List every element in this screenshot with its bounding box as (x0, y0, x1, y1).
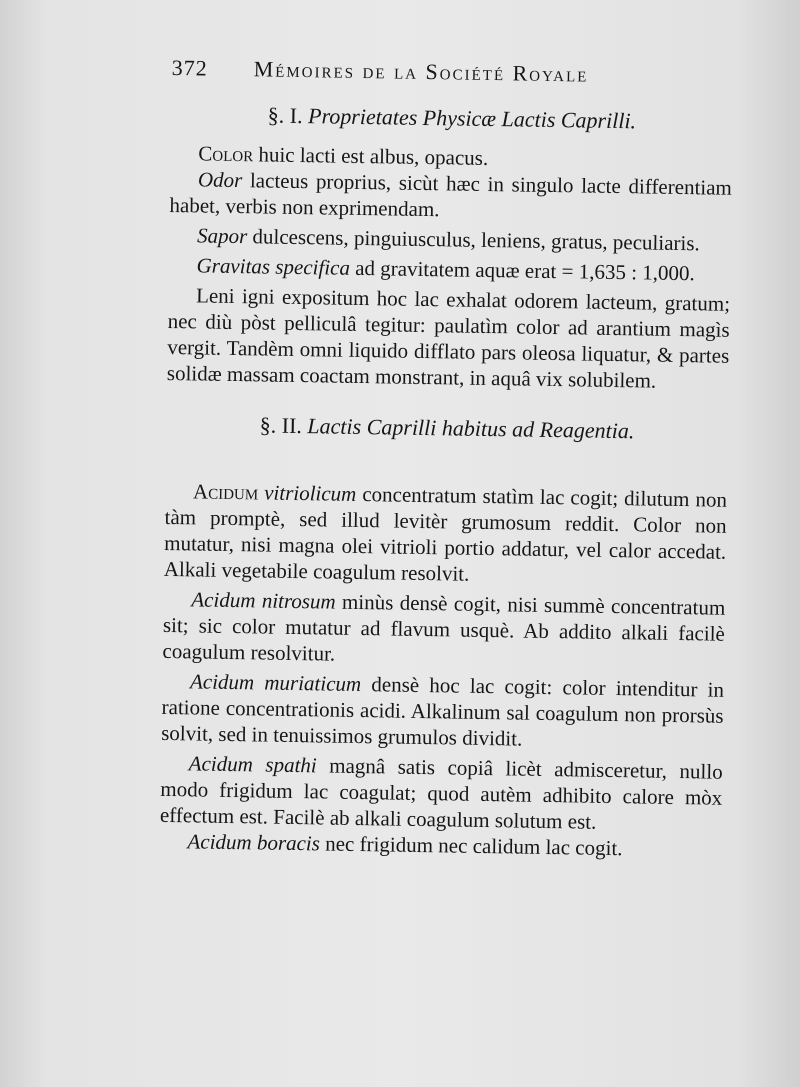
paragraph-lead: Gravitas specifica (196, 253, 351, 280)
paragraph-lead-2: vitriolicum (258, 480, 357, 506)
paragraph-text: Leni igni expositum hoc lac exhalat odorem lacteum, gratum; nec diù pòst pelliculâ tegitur: paulatìm color ad arantium magìs vergit. Tandèm omni liquido difflato pars oleosa liquatur, & partes solidæ massam coactam monstrant, in aquâ vix solubilem. (166, 283, 731, 393)
paragraph-text: magnâ satis copiâ licèt admisceretur, nullo modo frigidum lac coagulat; quod autèm adhibito calore mòx effectum est. Facilè ab alkali coagulum solutum est. (159, 753, 723, 834)
paragraph-text: nec frigidum nec calidum lac cogit. (319, 831, 623, 861)
section-title-2: Lactis Caprilli habitus ad Reagentia. (307, 413, 635, 444)
section-number-2: §. II. (259, 412, 303, 439)
paragraph-lead: Acidum muriaticum (189, 669, 362, 697)
paragraph-acidum-vitriolicum (164, 478, 728, 591)
section-number-1: §. I. (267, 102, 303, 129)
paragraph-acidum-nitrosum (162, 586, 725, 673)
paragraph-lead: Acidum spathi (188, 751, 317, 778)
paragraph-lead: Acidum boracis (187, 829, 321, 856)
paragraph-leni-igni (167, 282, 731, 395)
paragraph-lead: Acidum (192, 479, 259, 505)
running-title: Mémoires de la Société Royale (253, 56, 589, 87)
paragraph-acidum-muriaticum (161, 668, 724, 755)
section-title-1: Proprietates Physicæ Lactis Caprilli. (307, 103, 637, 134)
paragraph-odor (169, 166, 732, 227)
page-number: 372 (171, 54, 208, 81)
paragraph-lead: Acidum nitrosum (191, 587, 336, 614)
paragraph-text: dulcescens, pinguiusculus, leniens, gratus, peculiaris. (247, 224, 700, 256)
section-heading-1 (171, 88, 734, 149)
paragraph-text: densè hoc lac cogit: color intenditur in ratione concentrationis acidi. Alkalinum sal coagulum non prorsùs solvit, sed in tenuissimos grumulos dividit. (161, 672, 725, 751)
paragraph-text: lacteus proprius, sicùt hæc in singulo lacte differentiam habet, verbis non exprimendam. (169, 168, 733, 222)
paragraph-text: ad gravitatem aquæ erat = 1,635 : 1,000. (349, 255, 695, 286)
paragraph-text: huic lacti est albus, opacus. (252, 142, 489, 170)
paragraph-lead: Color (198, 141, 254, 167)
paragraph-text: minùs densè cogit, nisi summè concentratum sit; sic color mutatur ad flavum usquè. Ab addito alkali facilè coagulum resolvitur. (162, 589, 726, 666)
paragraph-lead: Sapor (196, 223, 248, 249)
paragraph-acidum-spathi (160, 750, 723, 837)
text-block (159, 48, 734, 863)
paragraph-text: concentratum statìm lac cogit; dilutum non tàm promptè, sed illud levitèr grumosum reddit. Color non mutatur, nisi magna olei vitrioli portio addatur, vel calor accedat. Alkali vegetabile coagulum resolvit. (163, 481, 728, 586)
paragraph-lead: Odor (197, 167, 243, 193)
section-heading-2 (166, 396, 729, 461)
